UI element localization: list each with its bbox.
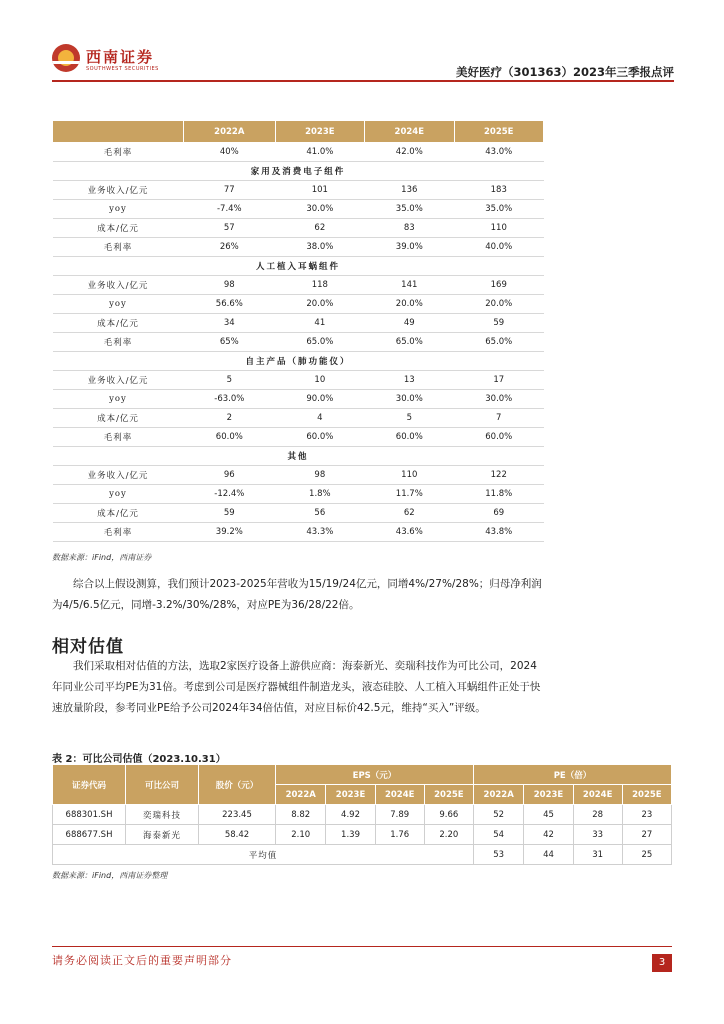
header-cell: 2023E (326, 785, 375, 805)
cell: 53 (473, 845, 523, 865)
cell: 58.42 (199, 825, 276, 845)
table-caption: 表 2：可比公司估值（2023.10.31） (52, 754, 226, 765)
cell: 13 (365, 371, 454, 390)
disclaimer-text: 请务必阅读正文后的重要声明部分 (52, 954, 232, 967)
section-label: 人工植入耳蜗组件 (53, 257, 544, 276)
header-cell: 2024E (365, 121, 454, 143)
header-cell: 2024E (375, 785, 424, 805)
row-label: 业务收入/亿元 (53, 371, 184, 390)
cell: 59 (184, 504, 276, 523)
section-row (53, 162, 544, 181)
header-cell: 可比公司 (126, 765, 199, 805)
cell: 41 (275, 314, 364, 333)
cell: 43.3% (275, 523, 364, 542)
section-title: 相对估值 (52, 637, 124, 657)
cell: 40% (184, 143, 276, 162)
cell: 30.0% (365, 390, 454, 409)
cell: 39.0% (365, 238, 454, 257)
header-cell: 2025E (454, 121, 543, 143)
header-cell: EPS（元） (276, 765, 474, 785)
table-row (53, 276, 544, 295)
cell: 110 (365, 466, 454, 485)
row-label: 业务收入/亿元 (53, 466, 184, 485)
cell: 5 (365, 409, 454, 428)
cell: 5 (184, 371, 276, 390)
table-row (53, 523, 544, 542)
row-label: 毛利率 (53, 143, 184, 162)
logo-subtext: SOUTHWEST SECURITIES (86, 66, 159, 72)
cell: 10 (275, 371, 364, 390)
cell: 65.0% (275, 333, 364, 352)
cell: 33 (573, 825, 622, 845)
cell: 9.66 (424, 805, 473, 825)
header-cell: 2022A (473, 785, 523, 805)
cell: 30.0% (275, 200, 364, 219)
cell: 110 (454, 219, 543, 238)
section-label: 家用及消费电子组件 (53, 162, 544, 181)
cell: 69 (454, 504, 543, 523)
cell: 688301.SH (53, 805, 126, 825)
cell: 1.8% (275, 485, 364, 504)
source-note: 数据来源：iFind，西南证券 (52, 553, 152, 562)
cell: 223.45 (199, 805, 276, 825)
cell: 35.0% (454, 200, 543, 219)
cell: 60.0% (184, 428, 276, 447)
cell: 11.7% (365, 485, 454, 504)
header-cell: 证券代码 (53, 765, 126, 805)
table-row (53, 295, 544, 314)
logo-text: 西南证券 (86, 48, 155, 66)
page-header (52, 40, 674, 84)
cell: 42 (524, 825, 573, 845)
cell: 20.0% (365, 295, 454, 314)
table-row (53, 371, 544, 390)
cell: 28 (573, 805, 622, 825)
cell: 27 (622, 825, 671, 845)
header-cell: 2023E (275, 121, 364, 143)
table-row (53, 409, 544, 428)
cell: 65.0% (365, 333, 454, 352)
cell: 183 (454, 181, 543, 200)
table-row (53, 428, 544, 447)
table-row (53, 825, 672, 845)
cell: 60.0% (454, 428, 543, 447)
row-label: 成本/亿元 (53, 314, 184, 333)
cell: 43.0% (454, 143, 543, 162)
cell: 98 (184, 276, 276, 295)
table-row (53, 485, 544, 504)
row-label: 毛利率 (53, 333, 184, 352)
cell: 11.8% (454, 485, 543, 504)
cell: 43.6% (365, 523, 454, 542)
row-label: yoy (53, 390, 184, 409)
header-cell: 2022A (276, 785, 326, 805)
cell: 60.0% (275, 428, 364, 447)
header-cell: PE（倍） (473, 765, 671, 785)
cell: 7.89 (375, 805, 424, 825)
header-cell: 股价（元） (199, 765, 276, 805)
cell: 62 (365, 504, 454, 523)
logo-icon (52, 44, 80, 72)
header-cell: 2022A (184, 121, 276, 143)
cell: 4 (275, 409, 364, 428)
cell: 688677.SH (53, 825, 126, 845)
cell: -63.0% (184, 390, 276, 409)
summary-paragraph: 综合以上假设测算，我们预计2023-2025年营收为15/19/24亿元，同增4%/27%/28%；归母净利润为4/5/6.5亿元，同增-3.2%/30%/28%，对应PE为36/28/22倍。 (52, 578, 542, 611)
table-row (53, 219, 544, 238)
row-label: 成本/亿元 (53, 219, 184, 238)
cell: 56 (275, 504, 364, 523)
section-label: 其他 (53, 447, 544, 466)
peer-valuation-table (52, 764, 672, 865)
cell: 8.82 (276, 805, 326, 825)
cell: 83 (365, 219, 454, 238)
cell: 65% (184, 333, 276, 352)
row-label: yoy (53, 485, 184, 504)
cell: 26% (184, 238, 276, 257)
table-row (53, 333, 544, 352)
cell: 39.2% (184, 523, 276, 542)
cell: 57 (184, 219, 276, 238)
header-divider (52, 80, 674, 82)
table-row (53, 466, 544, 485)
header-cell: 2024E (573, 785, 622, 805)
report-title: 美好医疗（301363）2023年三季报点评 (455, 65, 674, 79)
forecast-table (52, 120, 544, 542)
cell: 56.6% (184, 295, 276, 314)
cell: 17 (454, 371, 543, 390)
cell: 118 (275, 276, 364, 295)
section-label: 自主产品（肺功能仪） (53, 352, 544, 371)
row-label: 毛利率 (53, 428, 184, 447)
table-row (53, 181, 544, 200)
row-label: 成本/亿元 (53, 504, 184, 523)
footer-divider (52, 946, 672, 947)
cell: 77 (184, 181, 276, 200)
forecast-table-header (53, 121, 544, 143)
cell: 45 (524, 805, 573, 825)
cell: 2.10 (276, 825, 326, 845)
cell: 49 (365, 314, 454, 333)
cell: 2.20 (424, 825, 473, 845)
cell: 62 (275, 219, 364, 238)
cell: 20.0% (275, 295, 364, 314)
average-row (53, 845, 672, 865)
table-row (53, 805, 672, 825)
header-cell: 2025E (622, 785, 671, 805)
cell: 34 (184, 314, 276, 333)
cell: 60.0% (365, 428, 454, 447)
cell: 1.76 (375, 825, 424, 845)
cell: -12.4% (184, 485, 276, 504)
cell: 7 (454, 409, 543, 428)
row-label: yoy (53, 200, 184, 219)
cell: 20.0% (454, 295, 543, 314)
row-label: 毛利率 (53, 523, 184, 542)
cell: 4.92 (326, 805, 375, 825)
cell: 31 (573, 845, 622, 865)
valuation-paragraph: 我们采取相对估值的方法，选取2家医疗设备上游供应商：海泰新光、奕瑞科技作为可比公司，2024年同业公司平均PE为31倍。考虑到公司是医疗器械组件制造龙头，液态硅胶、人工植入耳蜗组件正处于快速放量阶段，参考同业PE给予公司2024年34倍估值，对应目标价42.5元，维持“买入”评级。 (52, 660, 541, 714)
cell: 43.8% (454, 523, 543, 542)
cell: 169 (454, 276, 543, 295)
section-row (53, 257, 544, 276)
cell: 38.0% (275, 238, 364, 257)
cell: 40.0% (454, 238, 543, 257)
table-row (53, 504, 544, 523)
header-cell: 2023E (524, 785, 573, 805)
cell: 44 (524, 845, 573, 865)
cell: -7.4% (184, 200, 276, 219)
cell: 奕瑞科技 (126, 805, 199, 825)
header-cell (53, 121, 184, 143)
page-number: 3 (652, 954, 672, 972)
table-row (53, 390, 544, 409)
cell: 96 (184, 466, 276, 485)
cell: 122 (454, 466, 543, 485)
cell: 52 (473, 805, 523, 825)
cell: 136 (365, 181, 454, 200)
row-label: 毛利率 (53, 238, 184, 257)
cell: 41.0% (275, 143, 364, 162)
table-row (53, 143, 544, 162)
cell: 98 (275, 466, 364, 485)
cell: 59 (454, 314, 543, 333)
cell: 30.0% (454, 390, 543, 409)
cell: 141 (365, 276, 454, 295)
cell: 90.0% (275, 390, 364, 409)
cell: 25 (622, 845, 671, 865)
source-note: 数据来源：iFind，西南证券整理 (52, 871, 168, 880)
row-label: yoy (53, 295, 184, 314)
cell: 1.39 (326, 825, 375, 845)
average-label: 平均值 (53, 845, 474, 865)
cell: 54 (473, 825, 523, 845)
row-label: 业务收入/亿元 (53, 181, 184, 200)
table-row (53, 200, 544, 219)
cell: 65.0% (454, 333, 543, 352)
row-label: 业务收入/亿元 (53, 276, 184, 295)
cell: 23 (622, 805, 671, 825)
header-cell: 2025E (424, 785, 473, 805)
cell: 海泰新光 (126, 825, 199, 845)
cell: 101 (275, 181, 364, 200)
section-row (53, 352, 544, 371)
section-row (53, 447, 544, 466)
table-row (53, 238, 544, 257)
cell: 2 (184, 409, 276, 428)
cell: 42.0% (365, 143, 454, 162)
row-label: 成本/亿元 (53, 409, 184, 428)
table-row (53, 314, 544, 333)
cell: 35.0% (365, 200, 454, 219)
